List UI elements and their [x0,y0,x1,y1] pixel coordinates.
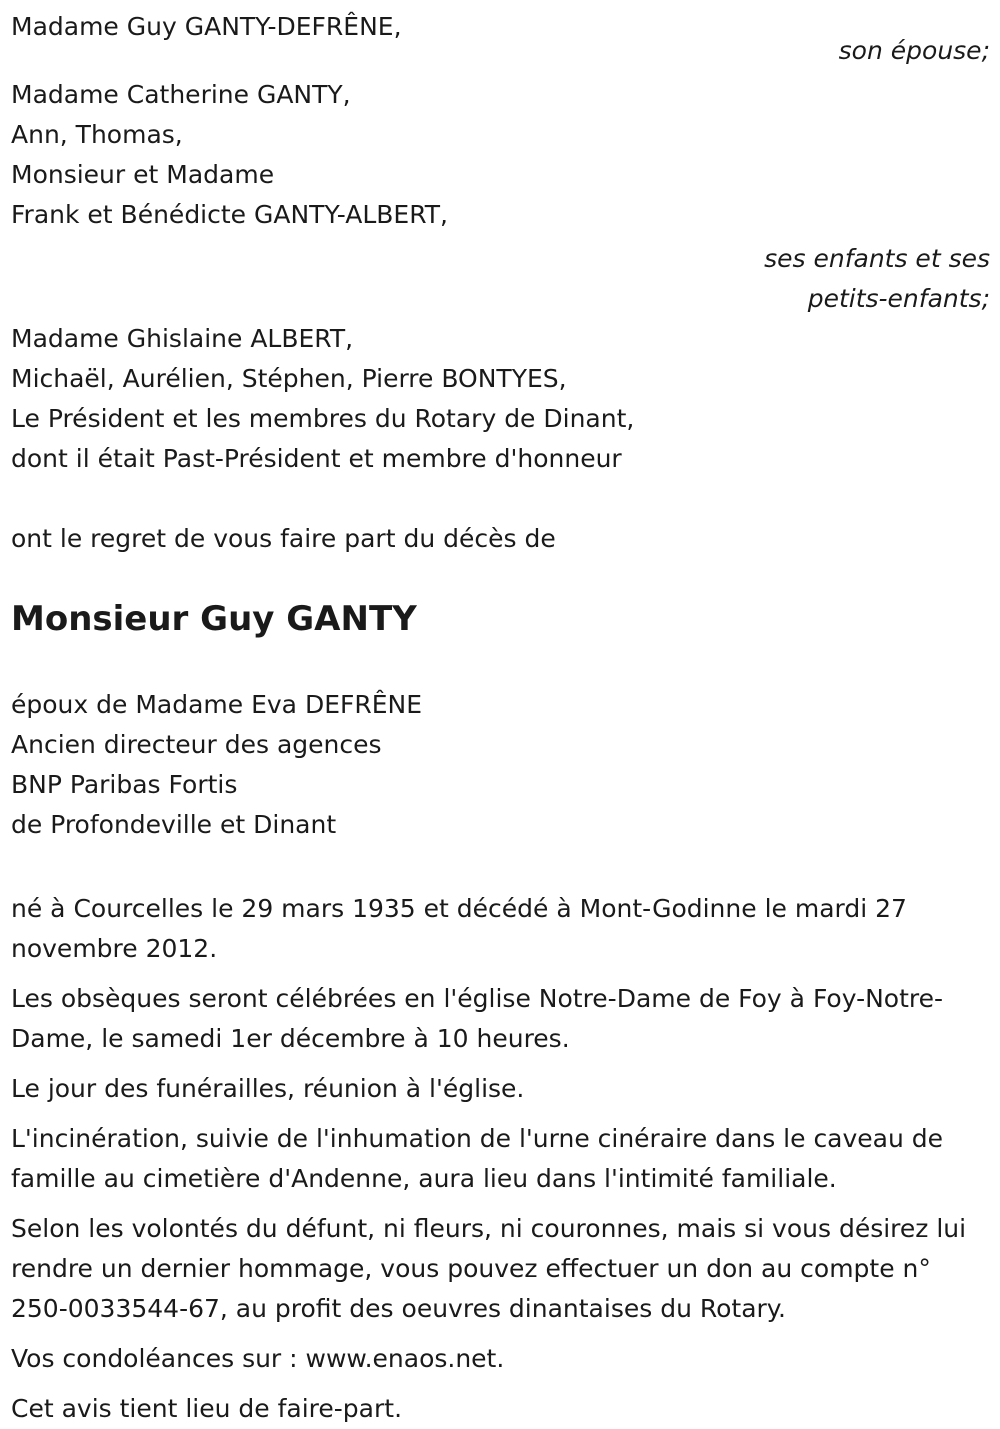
funeral-information [11,889,990,1429]
notice-paragraph: Cet avis tient lieu de faire-part. [11,1394,403,1423]
announcement-text: ont le regret de vous faire part du décès de [11,524,556,553]
condolences-paragraph: Vos condoléances sur : www.enaos.net. [11,1344,505,1373]
children-role-line1: ses enfants et ses [764,244,990,273]
spouse-role: son épouse; [838,36,990,65]
children-role-line2: petits-enfants; [807,284,990,313]
children-section [11,75,990,319]
child-line: Ann, Thomas, [11,120,183,149]
child-line: Monsieur et Madame [11,160,275,189]
detail-line: BNP Paribas Fortis [11,770,238,799]
other-line: Le Président et les membres du Rotary de Dinant, [11,404,635,433]
child-line: Frank et Bénédicte GANTY-ALBERT, [11,200,448,229]
cremation-paragraph: L'incinération, suivie de l'inhumation de l'urne cinéraire dans le caveau de famille au cimetière d'Andenne, aura lieu dans l'intimité familiale. [11,1124,944,1193]
other-line: Michaël, Aurélien, Stéphen, Pierre BONTYES, [11,364,567,393]
spouse-section [11,7,990,71]
birth-death-paragraph: né à Courcelles le 29 mars 1935 et décédé à Mont-Godinne le mardi 27 novembre 2012. [11,894,907,963]
details-section [11,685,990,845]
funeral-paragraph: Les obsèques seront célébrées en l'église Notre-Dame de Foy à Foy-Notre-Dame, le samedi 1er décembre à 10 heures. [11,984,944,1053]
other-line: Madame Ghislaine ALBERT, [11,324,354,353]
detail-line: époux de Madame Eva DEFRÊNE [11,690,423,719]
others-section [11,319,990,479]
gathering-paragraph: Le jour des funérailles, réunion à l'église. [11,1074,525,1103]
child-line: Madame Catherine GANTY, [11,80,351,109]
detail-line: de Profondeville et Dinant [11,810,337,839]
detail-line: Ancien directeur des agences [11,730,382,759]
other-line: dont il était Past-Président et membre d'honneur [11,444,622,473]
deceased-name: Monsieur Guy GANTY [11,599,417,639]
donation-paragraph: Selon les volontés du défunt, ni fleurs, ni couronnes, mais si vous désirez lui rendre un dernier hommage, vous pouvez effectuer un don au compte n° 250-0033544-67, au profit des oeuvres dinantaises du Rotary. [11,1214,967,1323]
spouse-name: Madame Guy GANTY-DEFRÊNE, [11,12,402,41]
